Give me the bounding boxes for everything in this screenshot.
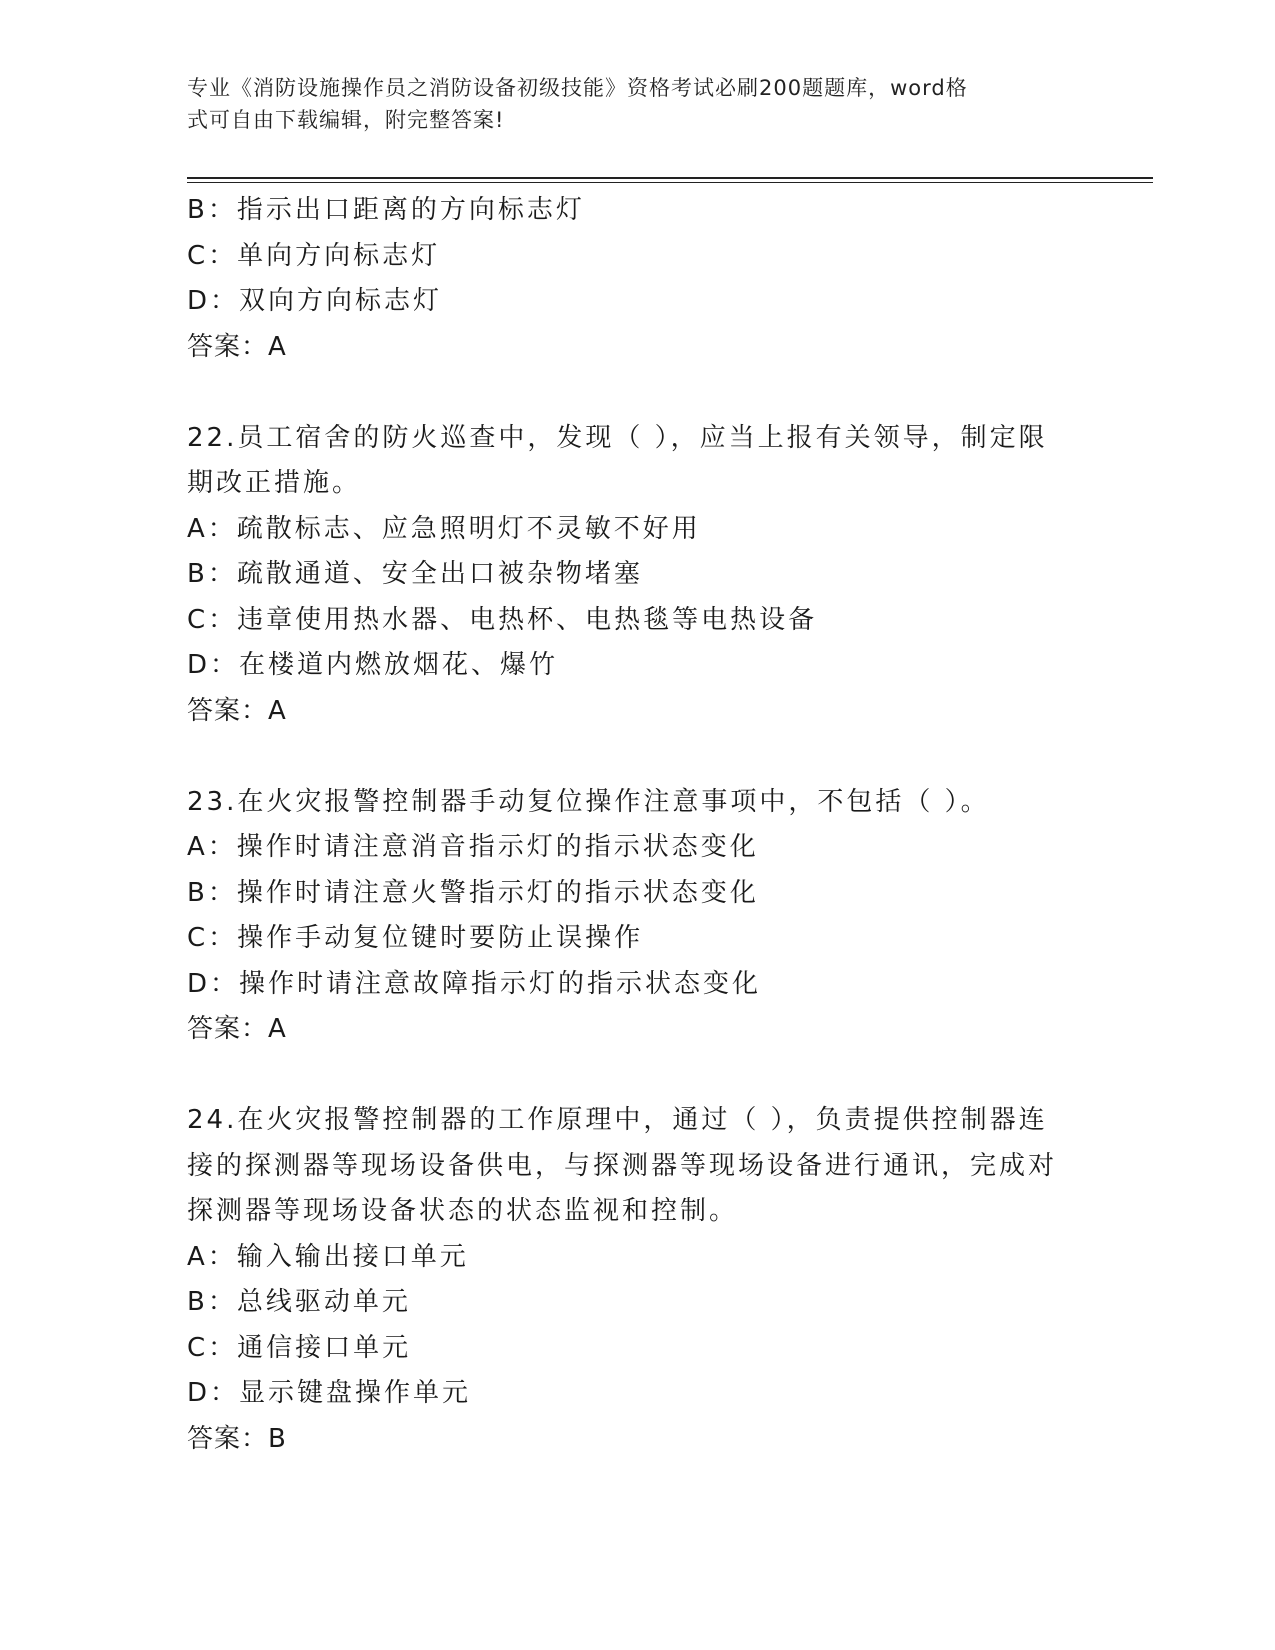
question-23 [187,780,1087,1053]
answer: 答案：A [187,1014,287,1044]
option-b: B：总线驱动单元 [187,1287,411,1317]
spacer [187,1053,1087,1099]
question-stem: 23.在火灾报警控制器手动复位操作注意事项中，不包括（ ）。 [187,786,990,817]
header-divider-thick [187,177,1153,179]
question-stem: 期改正措施。 [187,468,362,498]
spacer [187,734,1087,780]
option-b: B：疏散通道、安全出口被杂物堵塞 [187,559,643,589]
question-stem: 24.在火灾报警控制器的工作原理中，通过（ ），负责提供控制器连 [187,1105,1048,1135]
option-d: D：操作时请注意故障指示灯的指示状态变化 [187,968,762,999]
option-c: C：违章使用热水器、电热杯、电热毯等电热设备 [187,604,818,635]
question-21-tail [187,188,1087,370]
question-stem: 探测器等现场设备状态的状态监视和控制。 [187,1196,739,1226]
option-b: B：指示出口距离的方向标志灯 [187,195,585,225]
option-b: B：操作时请注意火警指示灯的指示状态变化 [187,877,759,908]
option-d: D：双向方向标志灯 [187,286,443,316]
option-a: A：疏散标志、应急照明灯不灵敏不好用 [187,513,701,544]
question-stem: 22.员工宿舍的防火巡查中，发现（ ），应当上报有关领导，制定限 [187,422,1048,453]
question-list [187,188,1087,1462]
option-a: A：操作时请注意消音指示灯的指示状态变化 [187,832,759,862]
header-line-2: 式可自由下载编辑，附完整答案! [187,108,505,132]
option-c: C：通信接口单元 [187,1332,412,1363]
option-a: A：输入输出接口单元 [187,1241,469,1272]
header-divider-thin [187,182,1153,183]
header-line-1: 专业《消防设施操作员之消防设备初级技能》资格考试必刷200题题库，word格 [187,76,968,100]
answer: 答案：B [187,1423,287,1454]
option-c: C：操作手动复位键时要防止误操作 [187,923,644,953]
answer: 答案：A [187,331,287,362]
question-24 [187,1098,1087,1462]
question-22 [187,416,1087,735]
option-c: C：单向方向标志灯 [187,240,441,271]
page-header [187,72,1067,136]
question-stem: 接的探测器等现场设备供电，与探测器等现场设备进行通讯，完成对 [187,1150,1058,1181]
spacer [187,370,1087,416]
option-d: D：显示键盘操作单元 [187,1378,472,1408]
answer: 答案：A [187,695,287,726]
option-d: D：在楼道内燃放烟花、爆竹 [187,650,559,680]
